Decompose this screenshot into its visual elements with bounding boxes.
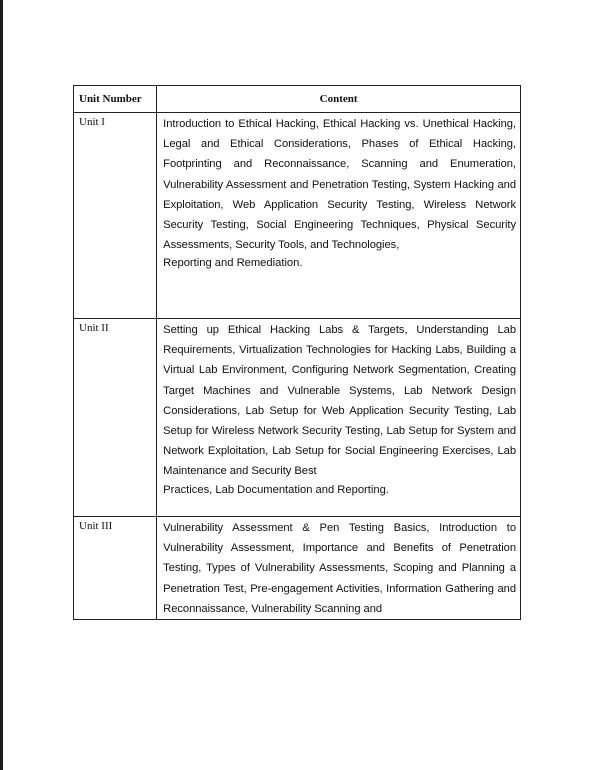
table-header-row (74, 86, 521, 113)
unit-content-text: Vulnerability Assessment & Pen Testing Basics, Introduction to Vulnerability Assessment, Importance and Benefits of Penetration Testing, Types of Vulnerability Assessments, Scoping and Planning a Penetration Test, Pre-engagement Activities, Information Gathering and Reconnaissance, Vulnerability Scanning and (163, 522, 516, 615)
content-header: Content (157, 86, 521, 113)
unit-number-header: Unit Number (74, 86, 157, 113)
unit-content-cell (157, 113, 521, 319)
unit-label: Unit II (74, 319, 157, 517)
table-row (74, 319, 521, 517)
unit-label: Unit III (74, 517, 157, 620)
syllabus-table (73, 85, 521, 620)
unit-content-tail: Practices, Lab Documentation and Reporting. (163, 483, 389, 496)
unit-content-cell (157, 319, 521, 517)
unit-content-cell (157, 517, 521, 620)
unit-content-tail: Reporting and Remediation. (163, 257, 303, 270)
page-edge (0, 0, 3, 770)
unit-content-text: Introduction to Ethical Hacking, Ethical Hacking vs. Unethical Hacking, Legal and Ethical Considerations, Phases of Ethical Hacking, Footprinting and Reconnaissance, Scanning and Enumeration, Vulnerability Assessment and Penetration Testing, System Hacking and Exploitation, Web Application Security Testing, Wireless Network Security Testing, Social Engineering Techniques, Physical Security Assessments, Security Tools, and Technologies, (163, 118, 516, 252)
unit-label: Unit I (74, 113, 157, 319)
unit-content-text: Setting up Ethical Hacking Labs & Targets, Understanding Lab Requirements, Virtualization Technologies for Hacking Labs, Building a Virtual Lab Environment, Configuring Network Segmentation, Creating Target Machines and Vulnerable Systems, Lab Network Design Considerations, Lab Setup for Web Application Security Testing, Lab Setup for Wireless Network Security Testing, Lab Setup for System and Network Exploitation, Lab Setup for Social Engineering Exercises, Lab Maintenance and Security Best (163, 324, 516, 478)
table-row (74, 113, 521, 319)
table-row (74, 517, 521, 620)
